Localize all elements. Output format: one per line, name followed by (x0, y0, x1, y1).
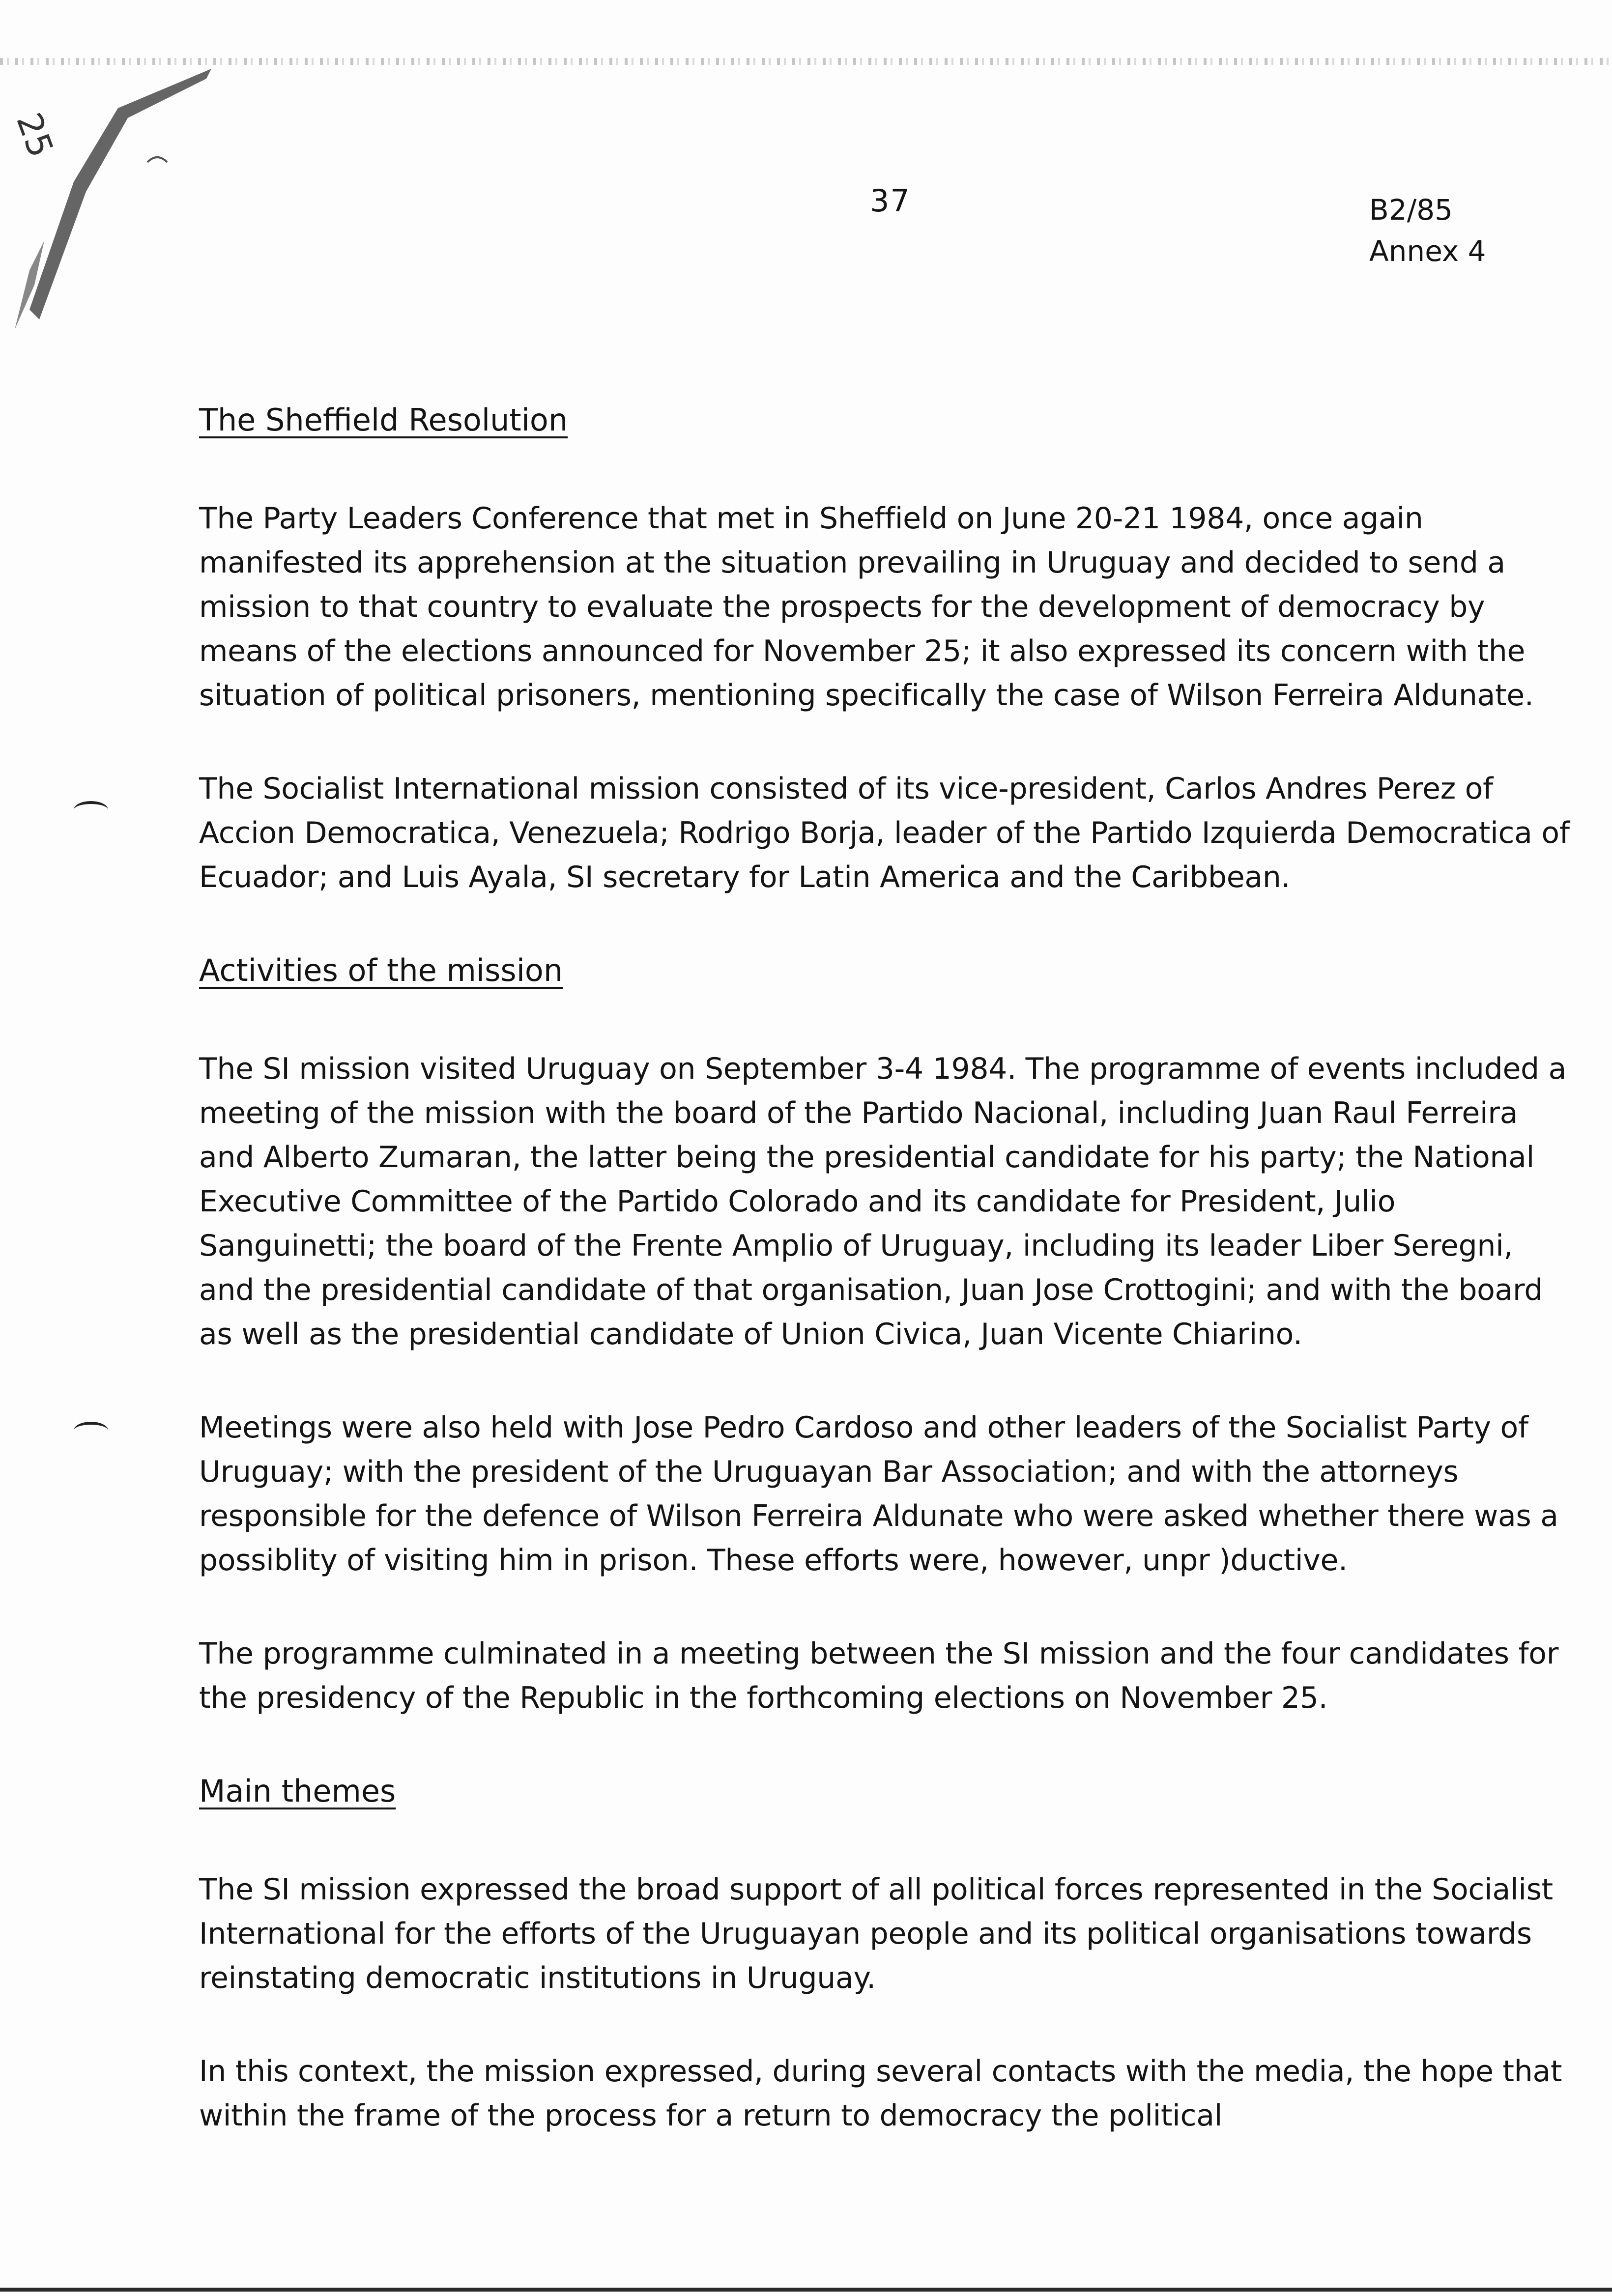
paragraph: The SI mission expressed the broad support of all political forces represented in the Socialist International for the efforts of the Uruguayan people and its political organisations towards reinstating democratic institutions in Uruguay. (199, 1872, 1553, 1995)
reference-code: B2/85 (1369, 193, 1453, 227)
paragraph: Meetings were also held with Jose Pedro Cardoso and other leaders of the Socialist Party of Uruguay; with the president of the Uruguayan Bar Association; and with the attorneys responsible for the defence of Wilson Ferreira Aldunate who were asked whether there was a possiblity of visiting him in prison. These efforts were, however, unpr )ductive. (199, 1410, 1558, 1578)
document-body (199, 398, 1570, 2187)
paragraph: The Party Leaders Conference that met in Sheffield on June 20-21 1984, once again manifested its apprehension at the situation prevailing in Uruguay and decided to send a mission to that country to evaluate the prospects for the development of democracy by means of the elections announced for November 25; it also expressed its concern with the situation of political prisoners, mentioning specifically the case of Wilson Ferreira Aldunate. (199, 501, 1534, 713)
paragraph: In this context, the mission expressed, during several contacts with the media, the hope that within the frame of the process for a return to democracy the political (199, 2054, 1562, 2133)
margin-mark-1 (74, 801, 108, 819)
scan-bottom-edge (0, 2288, 1612, 2292)
paragraph: The programme culminated in a meeting between the SI mission and the four candidates for the presidency of the Republic in the forthcoming elections on November 25. (199, 1636, 1559, 1715)
document-reference (1369, 189, 1486, 272)
svg-text:25: 25 (8, 107, 61, 163)
page-number: 37 (870, 183, 911, 219)
section-heading-sheffield: The Sheffield Resolution (199, 402, 568, 438)
paragraph: The Socialist International mission consisted of its vice-president, Carlos Andres Perez of Accion Democratica, Venezuela; Rodrigo Borja, leader of the Partido Izquierda Democratica of Ecuador; and Luis Ayala, SI secretary for Latin America and the Caribbean. (199, 772, 1570, 894)
scan-corner-mark (0, 54, 246, 329)
section-heading-activities: Activities of the mission (199, 952, 563, 988)
margin-mark-2 (74, 1422, 108, 1439)
annex-label: Annex 4 (1369, 234, 1486, 268)
paragraph: The SI mission visited Uruguay on September 3-4 1984. The programme of events included a meeting of the mission with the board of the Partido Nacional, including Juan Raul Ferreira and Alberto Zumaran, the latter being the presidential candidate for his party; the National Executive Committee of the Partido Colorado and its candidate for President, Julio Sanguinetti; the board of the Frente Amplio of Uruguay, including its leader Liber Seregni, and the presidential candidate of that organisation, Juan Jose Crottogini; and with the board as well as the presidential candidate of Union Civica, Juan Vicente Chiarino. (199, 1052, 1567, 1351)
section-heading-main-themes: Main themes (199, 1773, 396, 1809)
